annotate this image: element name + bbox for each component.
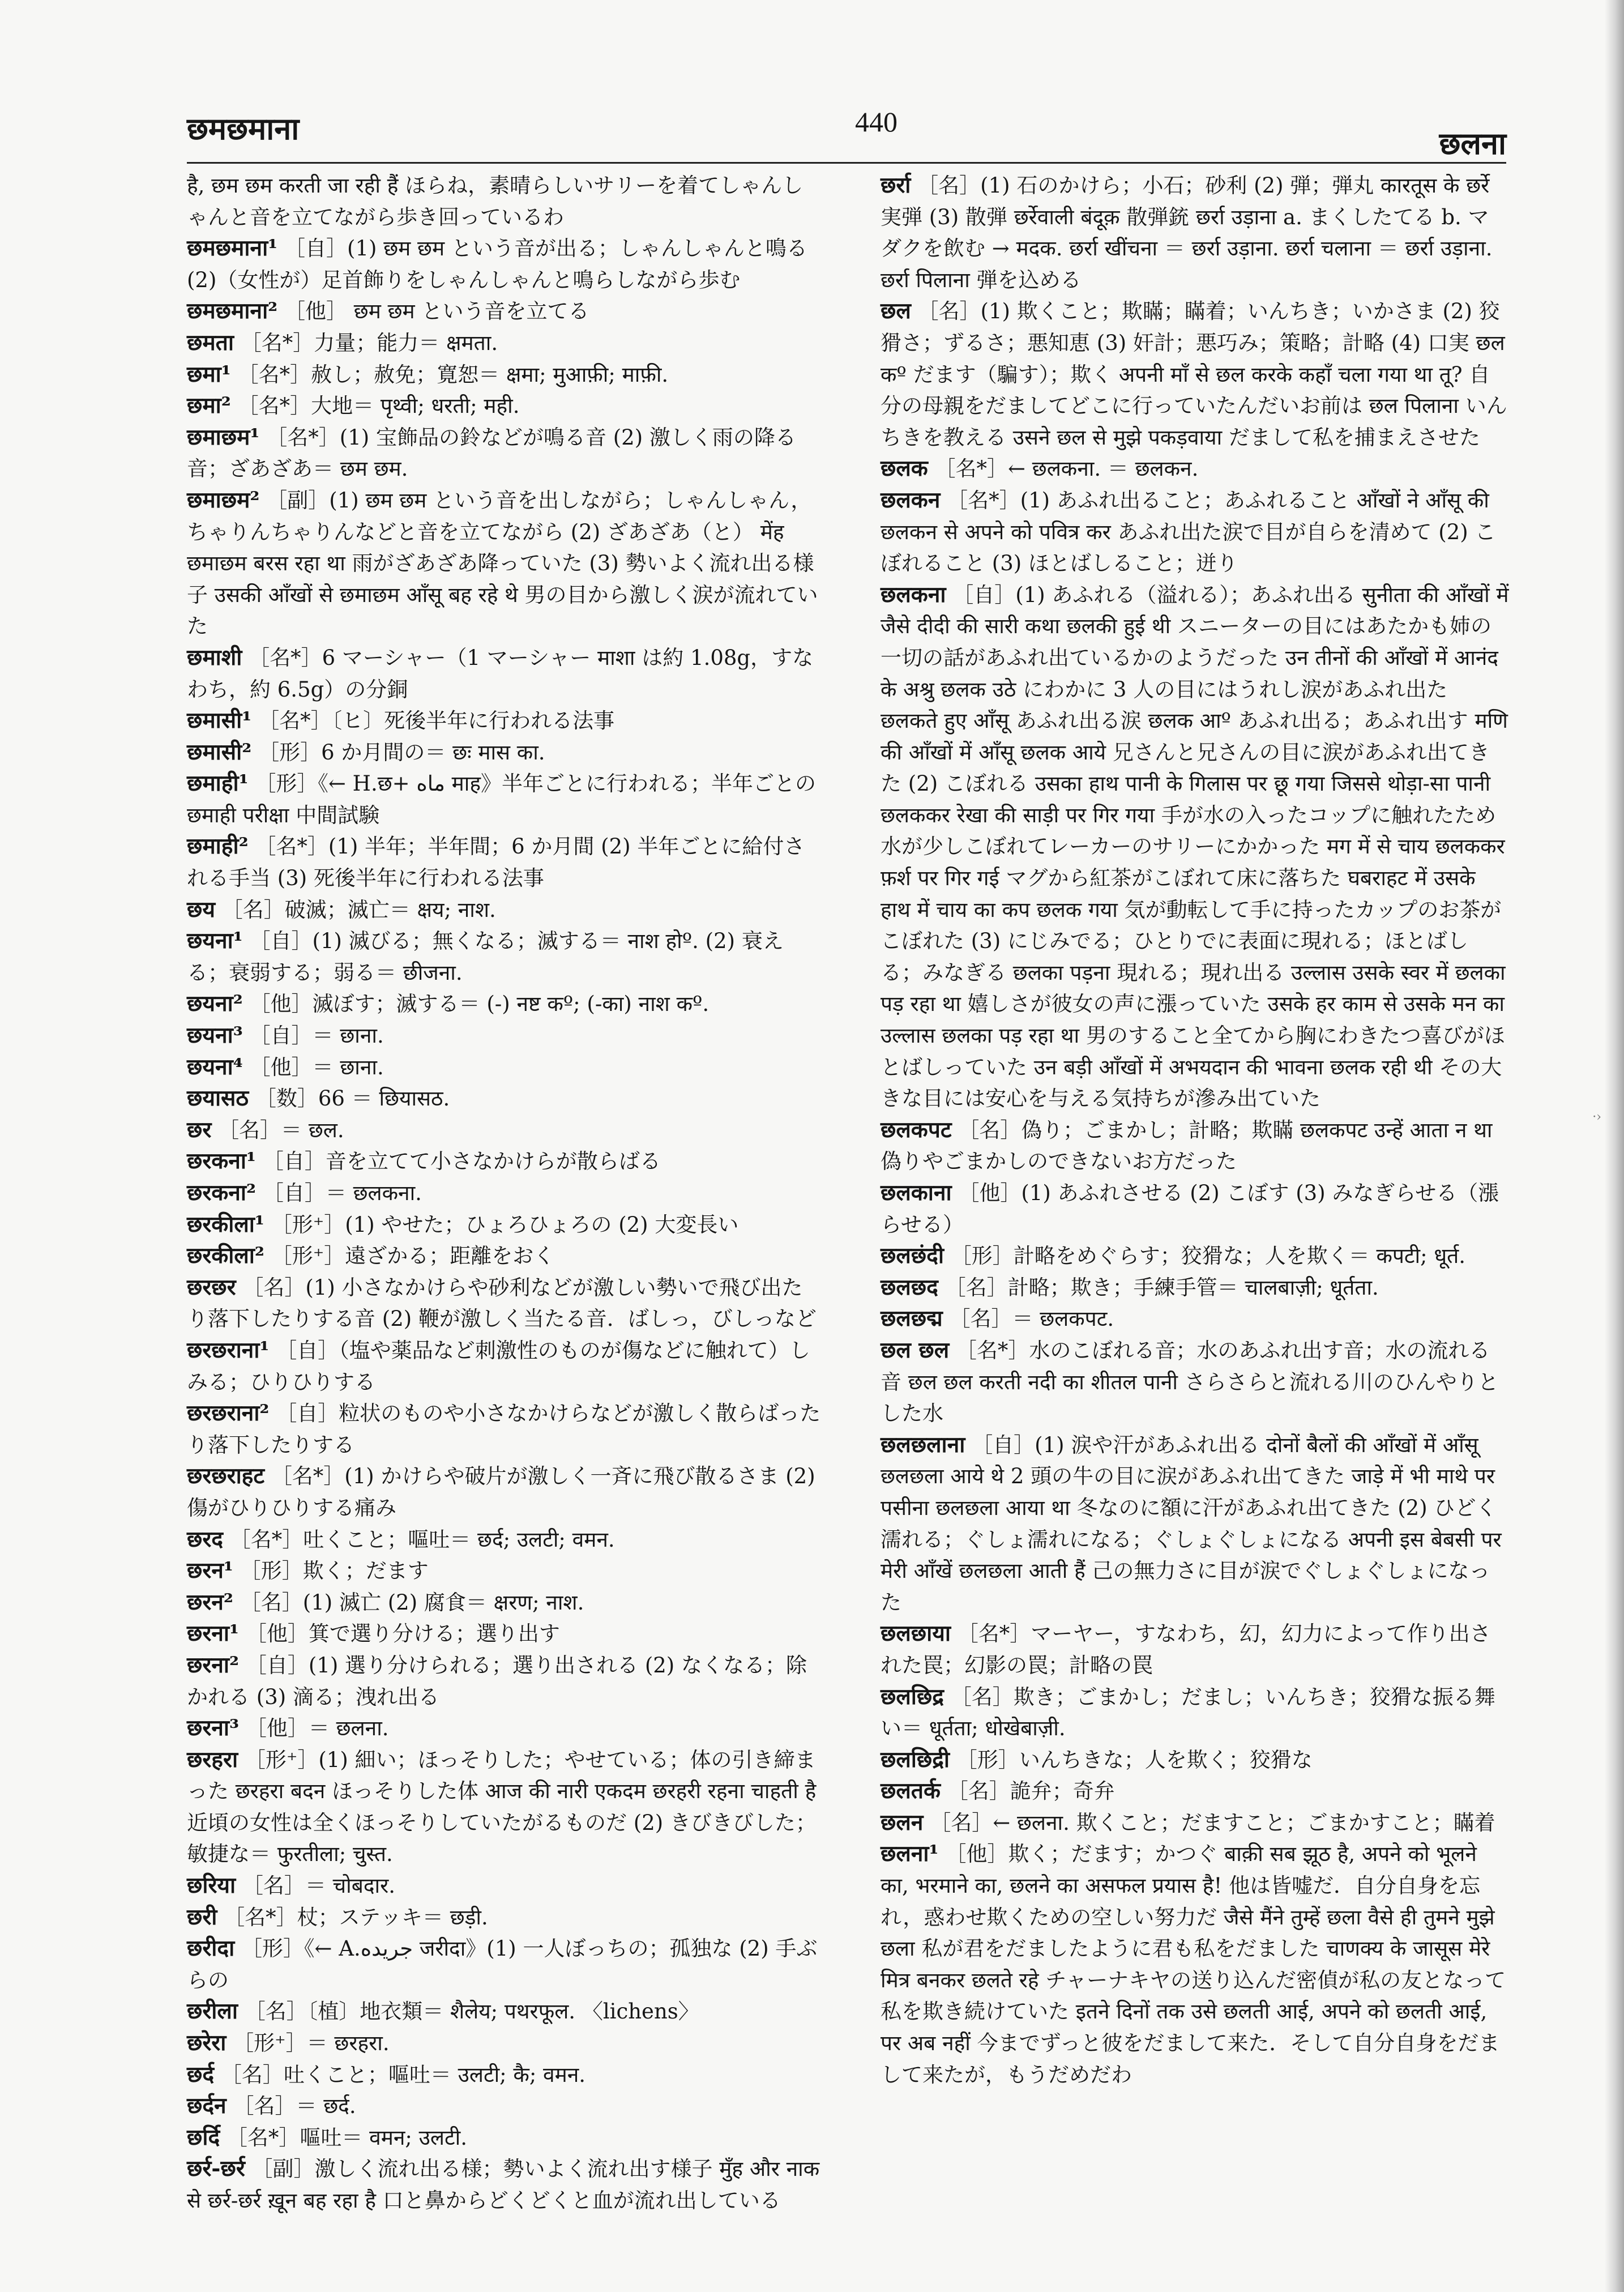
dictionary-entry (187, 359, 821, 391)
entry-definition: ［他］欺く；だます；かつぐ बाक़ी सब झूठ है, अपने को भूलने का, भरमाने का, छलने का असफल प्रयास है! 他は皆嘘だ．自分自身を忘れ，惑わせ欺くための空しい努力だ जैसे मैंने तुम्हें छला वैसे ही तुमने मुझे छला 私が君をだましたように君も私をだました चाणक्य के जासूस मेरे मित्र बनकर छलते रहे チャーナキヤの送り込んだ密偵が私の友となって私を欺き続けていた इतने दिनों तक उसे छलती आई, अपने को छलती आई, पर अब नहीं 今までずっと彼をだまして来た．そして自分自身をだまして来たが，もうだめだわ (881, 1842, 1506, 2087)
entry-headword: छयना³ (187, 1022, 243, 1049)
entry-headword: छलछाया (881, 1620, 951, 1647)
entry-definition: ［形］《← H.छ+ ماه माह》半年ごとに行われる；半年ごとの छमाही परीक्षा 中間試験 (187, 771, 817, 827)
entry-definition: ［名］詭弁；奇弁 (947, 1779, 1115, 1804)
entry-headword: छलकपट (881, 1116, 952, 1143)
dictionary-entry (187, 1115, 821, 1146)
entry-headword: छमाछम² (187, 486, 260, 513)
dictionary-entry (187, 390, 821, 422)
header-guide-word-left: छमछमाना (187, 110, 300, 147)
entry-definition: ［形⁺］(1) やせた；ひょろひょろの (2) 大変長い (271, 1212, 739, 1237)
entry-definition: ［形⁺］(1) 細い；ほっそりした；やせている；体の引き締まった छरहरा बदन ほっそりした体 आज की नारी एकदम छरहरी रहना चाहती है 近頃の女性は全くほっそりしていたがるものだ (2) きびきびした；敏捷な＝ फुरतीला; चुस्त. (187, 1747, 817, 1867)
entry-definition: ［名*］水のこぼれる音；水のあふれ出す音；水の流れる音 छल छल करती नदी का शीतल पानी さらさらと流れる川のひんやりとした水 (881, 1338, 1499, 1426)
entry-headword: छमासी¹ (187, 707, 252, 734)
entry-definition: ［名］〔植〕地衣類＝ शैलेय; पथरफूल. 〈lichens〉 (244, 1999, 699, 2024)
dictionary-entry (881, 485, 1509, 579)
dictionary-entry (187, 1272, 821, 1335)
dictionary-entry (881, 453, 1509, 485)
entry-definition: ［他］＝ छाना. (249, 1055, 384, 1079)
entry-headword: छरहरा (187, 1746, 238, 1773)
entry-definition: ［自］(1) 選り分けられる；選り出される (2) なくなる；除かれる (3) 滴る；洩れ出る (187, 1653, 807, 1709)
entry-definition: ［名］(1) 石のかけら；小石；砂利 (2) 弾；弾丸 कारतूस के छर्रे 実弾 (3) 散弾 छर्रेवाली बंदूक़ 散弾銃 छर्रा उड़ाना a. まくしたてる b. マダクを飲む → मदक. छर्रा खींचना ＝ छर्रा उड़ाना. छर्रा चलाना ＝ छर्रा उड़ाना. छर्रा पिलाना 弾を込める (881, 173, 1493, 292)
entry-definition: ［他］ छम छम という音を立てる (284, 299, 589, 324)
dictionary-entry (187, 1744, 821, 1870)
dictionary-entry (187, 233, 821, 296)
entry-headword: छरीला (187, 1998, 238, 2025)
entry-headword: छलछंदी (881, 1243, 944, 1269)
entry-definition: ［名*］力量；能力＝ क्षमता. (240, 330, 498, 355)
entry-definition: ［名］＝ चोबदार. (242, 1873, 395, 1898)
entry-definition: ［副］激しく流れ出る様；勢いよく流れ出す様子 मुँह और नाक से छर्र-छर्र ख़ून बह रहा है 口と鼻からどくどくと血が流れ出している (187, 2157, 820, 2213)
entry-headword: छरकना¹ (187, 1148, 257, 1175)
dictionary-entry (881, 1838, 1509, 2090)
entry-definition: ［名］(1) 滅亡 (2) 腐食＝ क्षरण; नाश. (240, 1590, 584, 1615)
page-header (187, 95, 1506, 161)
dictionary-entry (187, 2153, 821, 2216)
entry-headword: छलकाना (881, 1180, 952, 1206)
dictionary-entry (187, 296, 821, 327)
entry-headword: छयासठ (187, 1085, 249, 1112)
dictionary-entry (187, 1524, 821, 1556)
entry-definition: ［名］← छलना. 欺くこと；だますこと；ごまかすこと；瞞着 (930, 1810, 1495, 1835)
page-number: 440 (855, 106, 898, 138)
entry-headword: छरछराना² (187, 1400, 270, 1427)
entry-definition: ［形⁺］＝ छरहरा. (233, 2031, 390, 2056)
entry-headword: छर्रा (881, 172, 911, 198)
entry-definition: ［名*］(1) かけらや破片が激しく一斉に飛び散るさま (2) 傷がひりひりする痛み (187, 1464, 815, 1520)
entry-definition: ［自］(1) あふれる（溢れる）；あふれ出る सुनीता की आँखों में जैसे दीदी की सारी कथा छलकी हुई थी スニーターの目にはあたかも姉の一切の話があふれ出ているかのようだった उन तीनों की आँखों में आनंद के अश्रु छलक उठे にわかに 3 人の目にはうれし涙があふれ出た छलकते हुए आँसू あふれ出る涙 छलक आº あふれ出る；あふれ出す मणि की आँखों में आँसू छलक आये 兄さんと兄さんの目に涙があふれ出てきた (2) こぼれる उसका हाथ पानी के गिलास पर छू गया जिससे थोड़ा-सा पानी छलककर रेखा की साड़ी पर गिर गया 手が水の入ったコップに触れたため水が少しこぼれてレーカーのサリーにかかった मग में से चाय छलककर फ़र्श पर गिर गई マグから紅茶がこぼれて床に落ちた घबराहट में उसके हाथ में चाय का कप छलक गया 気が動転して手に持ったカップのお茶がこぼれた (3) にじみでる；ひとりでに表面に現れる；ほとばしる；みなぎる छलका पड़ना 現れる；現れ出る उल्लास उसके स्वर में छलका पड़ रहा था 嬉しさが彼女の声に漲っていた उसके हर काम से उसके मन का उल्लास छलका पड़ रहा था 男のすること全てから胸にわきたつ喜びがほとばしっていた उन बड़ी आँखों में अभयदान की भावना छलक रही थी その大きな目には安心を与える気持ちが滲み出ていた (881, 582, 1509, 1111)
entry-headword: छरछर (187, 1274, 236, 1300)
entry-headword: छर (187, 1116, 212, 1143)
dictionary-entry (881, 1775, 1509, 1807)
dictionary-entry (187, 1996, 821, 2028)
entry-definition: ［名*］(1) あふれ出ること；あふれること आँखों ने आँसू की छलकन से अपने को पवित्र कर あふれ出た涙で目が自らを清めて (2) こぼれること (3) ほとばしること；迸り (881, 488, 1496, 576)
dictionary-entry (187, 1335, 821, 1398)
dictionary-entry (187, 1209, 821, 1241)
entry-headword: छरीदा (187, 1935, 235, 1962)
entry-headword: छमाशी (187, 644, 242, 671)
entry-headword: छलकना (881, 581, 946, 608)
dictionary-entry (187, 1933, 821, 1996)
entry-headword: छलछिद्री (881, 1746, 950, 1773)
entry-definition: ［数］66 ＝ छियासठ. (255, 1086, 450, 1111)
dictionary-entry (881, 1681, 1509, 1744)
entry-definition: ［他］(1) あふれさせる (2) こぼす (3) みなぎらせる（漲らせる） (881, 1181, 1499, 1237)
dictionary-entry (881, 1807, 1509, 1839)
entry-definition: ［自］（塩や薬品など刺激性のものが傷などに触れて）しみる；ひりひりする (187, 1338, 810, 1394)
dictionary-entry (187, 2090, 821, 2122)
entry-definition: ［名］欺き；ごまかし；だまし；いんちき；狡猾な振る舞い＝ धूर्तता; धोखेबाज़ी. (881, 1684, 1495, 1741)
entry-definition: ［名］＝ छर्द. (233, 2094, 356, 2119)
entry-headword: छरना³ (187, 1715, 240, 1742)
dictionary-entry (881, 296, 1509, 453)
entry-headword: छलछलाना (881, 1431, 965, 1458)
dictionary-entry (187, 485, 821, 642)
entry-headword: छरना² (187, 1651, 240, 1678)
entry-headword: छल (881, 298, 911, 325)
dictionary-entry (187, 1052, 821, 1083)
entry-headword: छमछमाना² (187, 298, 278, 325)
entry-headword: छल छल (881, 1337, 950, 1363)
entry-headword: छमछमाना¹ (187, 235, 278, 262)
entry-headword: छमासी² (187, 739, 252, 765)
entry-headword: छरी (187, 1903, 217, 1930)
entry-definition: ［名*］(1) 半年；半年間；6 か月間 (2) 半年ごとに給付される手当 (3) 死後半年に行われる法事 (187, 834, 805, 891)
dictionary-entry (187, 925, 821, 988)
header-guide-word-right: छलना (1439, 125, 1506, 161)
entry-headword: छमाछम¹ (187, 424, 260, 450)
entry-headword: छलछद (881, 1274, 938, 1300)
entry-headword: छय (187, 896, 215, 923)
dictionary-entry (881, 1744, 1509, 1776)
entry-definition: ［他］箕で選り分ける；選り出す (245, 1621, 560, 1646)
entry-definition: ［形］《← A.جريده जरीदा》(1) 一人ぼっちの；孤独な (2) 手ぶらの (187, 1936, 818, 1992)
dictionary-entry (881, 1240, 1509, 1272)
dictionary-entry (187, 705, 821, 737)
entry-definition: ［名*］大地＝ पृथ्वी; धरती; मही. (237, 394, 520, 419)
entry-definition: है, छम छम करती जा रही हैं ほらね，素晴らしいサリーを着てしゃんしゃんと音を立てながら歩き回っているわ (187, 173, 804, 229)
entry-headword: छरना¹ (187, 1620, 240, 1647)
dictionary-entry (881, 1303, 1509, 1335)
dictionary-entry (881, 1177, 1509, 1240)
dictionary-entry (187, 1177, 821, 1209)
entry-definition: ［名*］杖；ステッキ＝ छड़ी. (224, 1905, 488, 1930)
dictionary-entry (187, 1902, 821, 1934)
entry-headword: छरकीला¹ (187, 1211, 264, 1237)
entry-headword: छयना¹ (187, 928, 243, 954)
dictionary-entry (187, 422, 821, 485)
entry-headword: छरेरा (187, 2030, 226, 2056)
entry-definition: ［名］吐くこと；嘔吐＝ उलटी; कै; वमन. (220, 2062, 586, 2087)
entry-definition: ［他］＝ छलना. (245, 1716, 389, 1741)
entry-definition: ［形］計略をめぐらす；狡猾な；人を欺く＝ कपटी; धूर्त. (950, 1244, 1465, 1269)
entry-definition: ［形］いんちきな；人を欺く；狡猾な (956, 1747, 1313, 1772)
entry-definition: ［名*］赦し；赦免；寛恕＝ क्षमा; मुआफ़ी; माफ़ी. (237, 362, 669, 387)
entry-definition: ［名*］← छलकना. ＝ छलकन. (934, 456, 1199, 481)
dictionary-entry (187, 1587, 821, 1619)
entry-definition: ［名*］嘔吐＝ वमन; उलटी. (226, 2125, 467, 2150)
entry-definition: ［自］音を立てて小さなかけらが散らばる (262, 1149, 661, 1174)
dictionary-entry (187, 768, 821, 831)
entry-definition: ［自］(1) 滅びる；無くなる；滅する＝ नाश होº. (2) 衰える；衰弱する；弱る＝ छीजना. (187, 929, 784, 985)
dictionary-entry (187, 1398, 821, 1461)
entry-definition: ［名*］(1) 宝飾品の鈴などが鳴る音 (2) 激しく雨の降る音；ざあざあ＝ छम छम. (187, 425, 796, 481)
entry-headword: छरद (187, 1526, 223, 1552)
entry-headword: छरन² (187, 1589, 234, 1615)
dictionary-entry (187, 1020, 821, 1052)
entry-definition: ［自］＝ छलकना. (262, 1181, 422, 1205)
dictionary-entry (881, 1115, 1509, 1177)
dictionary-entry (187, 1146, 821, 1177)
header-rule (187, 162, 1506, 164)
dictionary-entry (187, 2028, 821, 2059)
entry-headword: छलना¹ (881, 1841, 939, 1867)
entry-headword: छमता (187, 329, 234, 356)
entry-headword: छयना² (187, 991, 243, 1017)
dictionary-entry (187, 1461, 821, 1523)
dictionary-entry (881, 1429, 1509, 1619)
dictionary-entry (187, 2122, 821, 2154)
dictionary-entry (881, 1618, 1509, 1681)
entry-definition: ［副］(1) छम छम という音を出しながら；しゃんしゃん，ちゃりんちゃりんなどと音を立てながら (2) ざあざあ（と） मेंह छमाछम बरस रहा था 雨がざあざあ降っていた (3) 勢いよく流れ出る様子 उसकी आँखों से छमाछम आँसू बह रहे थे 男の目から激しく涙が流れていた (187, 488, 818, 639)
dictionary-entry (881, 1272, 1509, 1304)
entry-headword: छलक (881, 455, 928, 482)
dictionary-entry (187, 327, 821, 359)
entry-definition: ［形］欺く；だます (240, 1559, 429, 1584)
entry-definition: ［自］＝ छाना. (249, 1023, 384, 1048)
entry-definition: ［名］(1) 小さなかけらや砂利などが激しい勢いで飛び出たり落下したりする音 (2) 鞭が激しく当たる音．ばしっ，びしっなど (187, 1275, 817, 1331)
entry-headword: छरकना² (187, 1180, 257, 1206)
dictionary-entry (187, 894, 821, 926)
edge-mark: ·› (1592, 1110, 1601, 1124)
entry-headword: छरिया (187, 1872, 236, 1899)
dictionary-entry (881, 170, 1509, 296)
entry-headword: छर्दन (187, 2093, 226, 2119)
entry-definition: ［自］(1) 涙や汗があふれ出る दोनों बैलों की आँखों में आँसू छलछला आये थे 2 頭の牛の目に涙があふれ出てきた जाड़े में भी माथे पर पसीना छलछला आया था 冬なのに額に汗があふれ出てきた (2) ひどく濡れる；ぐしょ濡れになる；ぐしょぐしょになる अपनी इस बेबसी पर मेरी आँखें छलछला आती हैं 己の無力さに目が涙でぐしょぐしょになった (881, 1432, 1502, 1615)
entry-definition: ［名］＝ छलकपट. (949, 1307, 1114, 1331)
entry-headword: छलछिद्र (881, 1683, 944, 1710)
entry-definition: ［他］滅ぼす；滅する＝ (-) नष्ट कº; (-का) नाश कº. (249, 992, 710, 1017)
entry-headword: छरन¹ (187, 1557, 234, 1584)
dictionary-entry (187, 737, 821, 769)
dictionary-entry (187, 2059, 821, 2091)
entry-definition: ［名］＝ छल. (218, 1117, 344, 1142)
entry-headword: छलछद्म (881, 1305, 943, 1332)
entry-headword: छलकन (881, 486, 941, 513)
dictionary-entry (187, 1555, 821, 1587)
entry-headword: छर्र-छर्र (187, 2156, 245, 2182)
dictionary-entry (187, 170, 821, 233)
entry-definition: ［名］(1) 欺くこと；欺瞞；瞞着；いんちき；いかさま (2) 狡猾さ；ずるさ；悪知恵 (3) 奸計；悪巧み；策略；計略 (4) 口実 छल कº だます（騙す）；欺く अपनी माँ से छल करके कहाँ चला गया था तू? 自分の母親をだましてどこに行っていたんだいお前は छल पिलाना いんちきを教える उसने छल से मुझे पकड़वाया だまして私を捕まえさせた (881, 299, 1507, 450)
dictionary-entry (187, 1083, 821, 1115)
dictionary-entry (187, 1713, 821, 1744)
entry-headword: छयना⁴ (187, 1053, 243, 1080)
entry-headword: छर्दि (187, 2124, 220, 2150)
dictionary-entry (881, 1335, 1509, 1429)
entry-definition: ［自］粒状のものや小さなかけらなどが激しく散らばったり落下したりする (187, 1401, 821, 1457)
entry-headword: छलन (881, 1809, 924, 1836)
entry-headword: छरकीला² (187, 1243, 264, 1269)
entry-headword: छरछराहट (187, 1463, 265, 1489)
entry-headword: छरछराना¹ (187, 1337, 270, 1363)
dictionary-entry (187, 1618, 821, 1650)
dictionary-entry (187, 642, 821, 705)
entry-definition: ［名］計略；欺き；手練手管＝ चालबाज़ी; धूर्तता. (945, 1275, 1379, 1300)
left-column (187, 170, 821, 2217)
entry-headword: छमाही¹ (187, 770, 249, 797)
dictionary-entry (187, 988, 821, 1020)
dictionary-entry (187, 1650, 821, 1713)
entry-definition: ［名*］吐くこと；嘔吐＝ छर्द; उलटी; वमन. (229, 1527, 615, 1552)
entry-definition: ［名］破滅；滅亡＝ क्षय; नाश. (221, 897, 496, 922)
right-column (881, 170, 1509, 2090)
dictionary-entry (187, 831, 821, 894)
entry-definition: ［形⁺］遠ざかる；距離をおく (271, 1244, 555, 1269)
entry-headword: छर्द (187, 2061, 215, 2088)
entry-headword: छमाही² (187, 833, 249, 860)
entry-definition: ［名*］マーヤー，すなわち，幻，幻力によって作り出された罠；幻影の罠；計略の罠 (881, 1621, 1491, 1678)
dictionary-entry (187, 1870, 821, 1902)
dictionary-entry (187, 1240, 821, 1272)
entry-headword: छमा² (187, 392, 231, 419)
entry-headword: छलतर्क (881, 1778, 941, 1804)
page-edge-shadow (1605, 0, 1624, 2292)
entry-definition: ［名*］6 マーシャー（1 マーシャー माशा は約 1.08g，すなわち，約 6.5g）の分銅 (187, 645, 814, 702)
entry-definition: ［名*］〔ヒ〕死後半年に行われる法事 (258, 708, 615, 733)
entry-headword: छमा¹ (187, 361, 231, 387)
dictionary-entry (881, 579, 1509, 1115)
entry-definition: ［自］(1) छम छम という音が出る；しゃんしゃんと鳴る (2)（女性が）足首飾りをしゃんしゃんと鳴らしながら歩む (187, 236, 807, 292)
entry-definition: ［形］6 か月間の＝ छः मास का. (258, 740, 545, 765)
entry-definition: ［名］偽り；ごまかし；計略；欺瞞 छलकपट उन्हें आता न था 偽りやごまかしのできないお方だった (881, 1117, 1493, 1174)
